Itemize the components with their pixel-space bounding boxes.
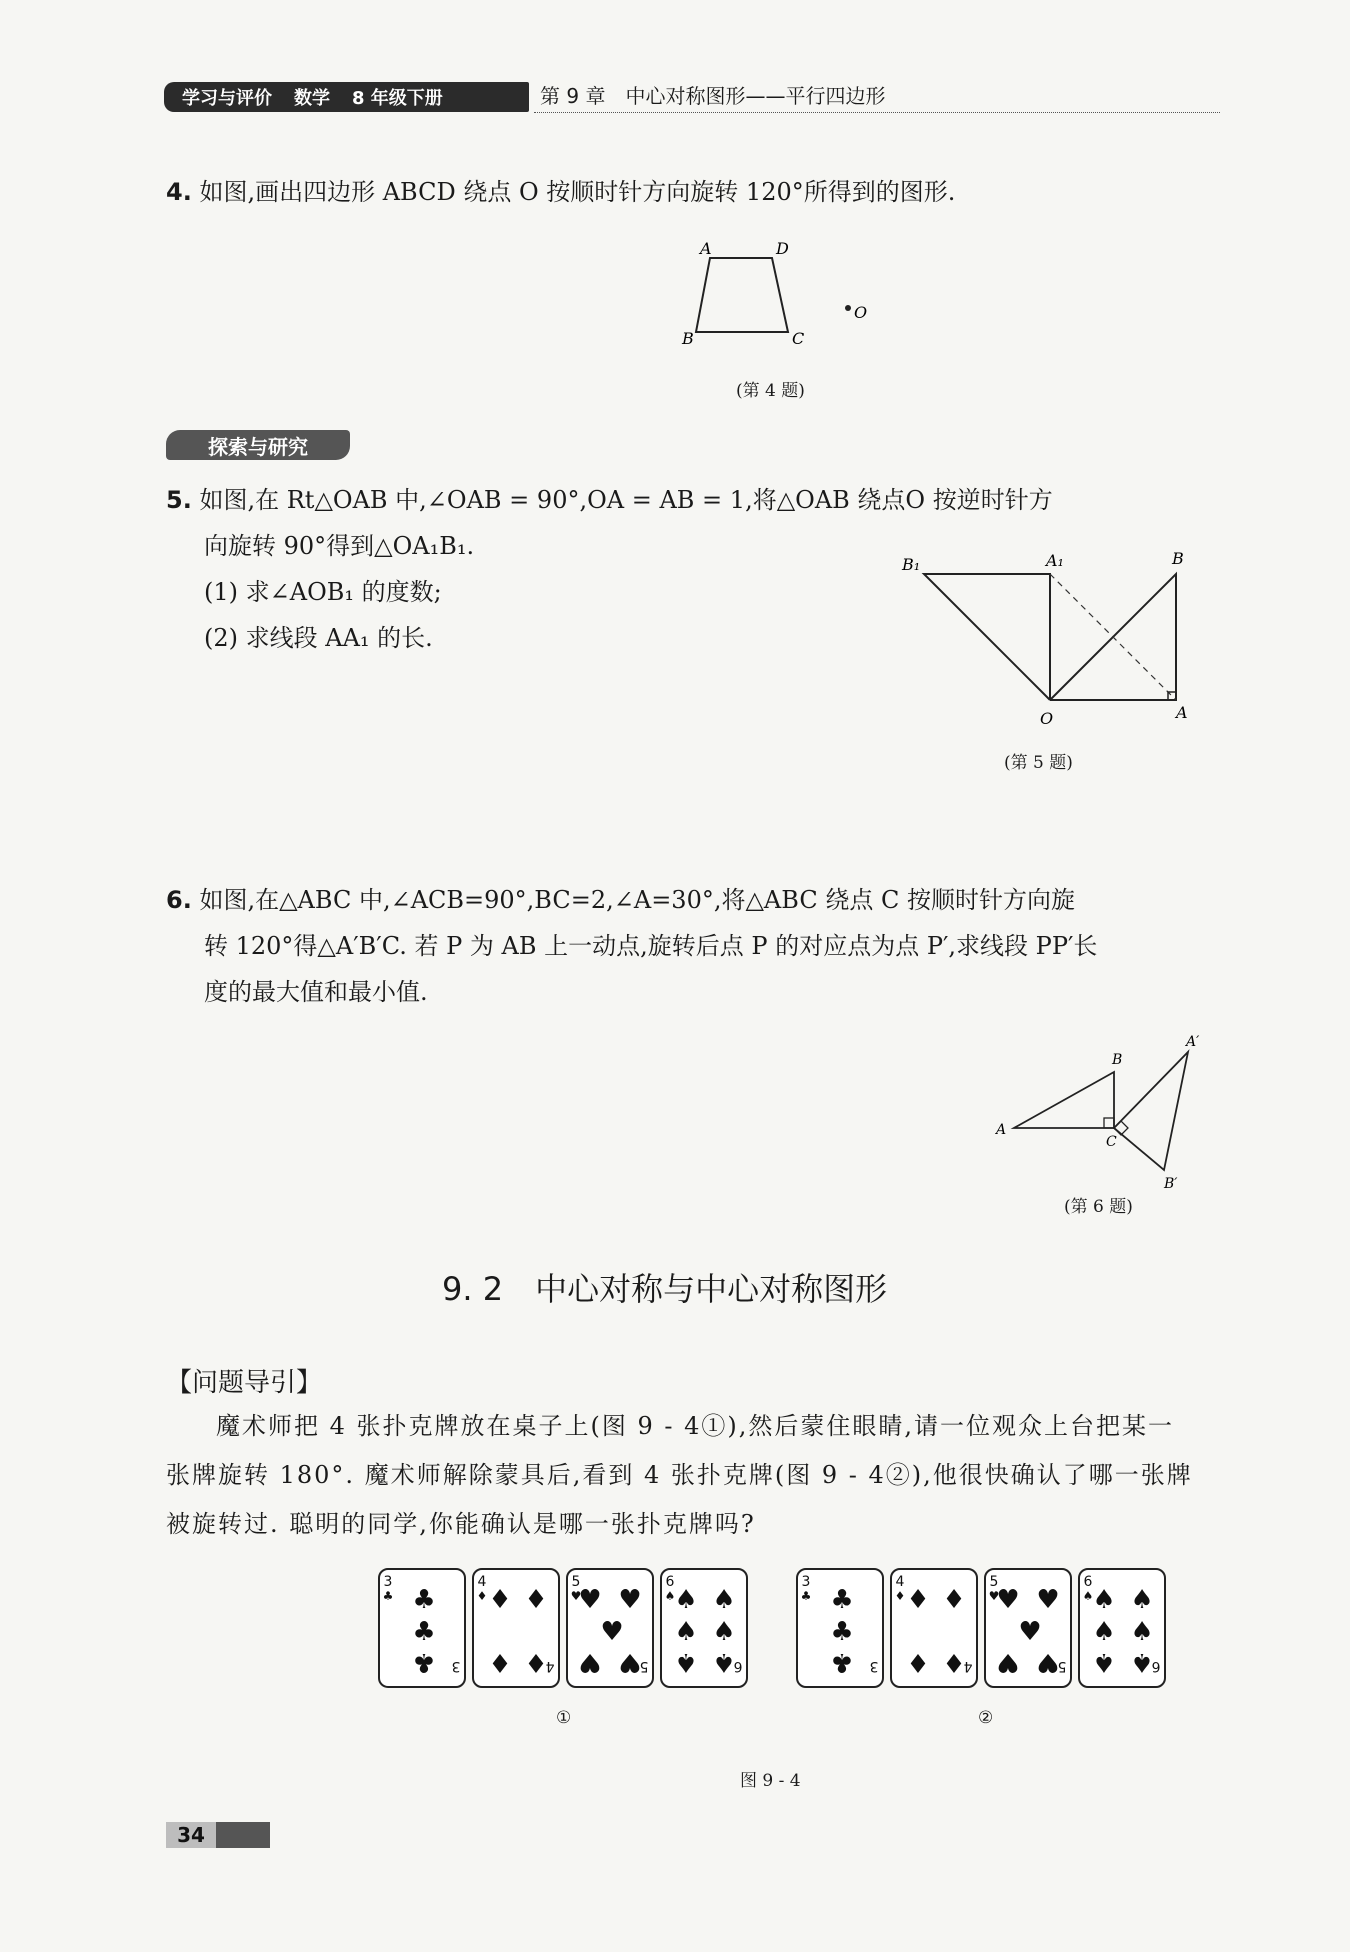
guide-line2: 张牌旋转 180°. 魔术师解除蒙具后,看到 4 张扑克牌(图 9 - 4②),他很快确认了哪一张牌 xyxy=(166,1461,1193,1489)
card-rank-top: 5 xyxy=(989,1574,999,1590)
spade-pip-icon: ♠ xyxy=(674,1585,698,1615)
card-rank-top: 5 xyxy=(571,1574,581,1590)
explore-badge: 探索与研究 xyxy=(166,430,350,460)
card-suit-corner-icon: ♦ xyxy=(476,1589,488,1603)
diamond-pip-icon: ♦ xyxy=(906,1585,930,1615)
card-rank-top: 3 xyxy=(801,1574,811,1590)
card-rank-bottom: 4 xyxy=(545,1658,555,1675)
label-c: C xyxy=(792,329,805,348)
triangle-a-prime-b-prime-c xyxy=(1114,1052,1188,1170)
club-pip-icon: ♣ xyxy=(830,1646,854,1677)
diamond-pip-icon: ♦ xyxy=(906,1646,930,1677)
header-subject: 数学 xyxy=(294,88,330,109)
card-face xyxy=(892,1570,976,1686)
section-title: 9. 2 中心对称与中心对称图形 xyxy=(442,1270,888,1308)
page-number-bar xyxy=(166,1822,270,1848)
heart-pip-icon: ♥ xyxy=(996,1585,1020,1615)
spade-pip-icon: ♠ xyxy=(1092,1646,1116,1677)
card-rank-top: 3 xyxy=(383,1574,393,1590)
card-suit-corner-icon: ♦ xyxy=(894,1589,906,1603)
label-a1: A₁ xyxy=(1046,551,1064,570)
question-6-caption: (第 6 题) xyxy=(1064,1197,1133,1217)
page-number: 34 xyxy=(166,1822,216,1848)
spade-pip-icon: ♠ xyxy=(674,1617,698,1647)
card-rank-top: 4 xyxy=(895,1574,905,1590)
question-5 xyxy=(166,476,1053,524)
question-6-figure xyxy=(990,1030,1210,1200)
header-chapter: 第 9 章 中心对称图形——平行四边形 xyxy=(540,84,886,108)
question-4-figure xyxy=(670,232,890,352)
guide-line1: 魔术师把 4 张扑克牌放在桌子上(图 9 - 4①),然后蒙住眼睛,请一位观众上台把某一 xyxy=(216,1412,1175,1440)
guide-line3: 被旋转过. 聪明的同学,你能确认是哪一张扑克牌吗? xyxy=(166,1510,756,1538)
diamond-pip-icon: ♦ xyxy=(942,1646,966,1677)
header-grade: 8 年级下册 xyxy=(352,88,443,109)
playing-card-4-diamonds xyxy=(472,1568,560,1688)
question-5-line2: 向旋转 90°得到△OA₁B₁. xyxy=(204,532,475,560)
question-5-caption: (第 5 题) xyxy=(1004,753,1073,773)
heart-pip-icon: ♥ xyxy=(996,1646,1020,1677)
diamond-pip-icon: ♦ xyxy=(488,1585,512,1615)
card-suit-corner-icon: ♠ xyxy=(664,1589,676,1603)
heart-pip-icon: ♥ xyxy=(1018,1617,1042,1647)
question-6-line3: 度的最大值和最小值. xyxy=(204,978,428,1006)
spade-pip-icon: ♠ xyxy=(674,1646,698,1677)
label-c: C xyxy=(1106,1134,1117,1150)
group-2-label: ② xyxy=(978,1708,994,1728)
group-1-label: ① xyxy=(556,1708,572,1728)
label-o: O xyxy=(1040,709,1054,728)
card-suit-corner-icon: ♥ xyxy=(988,1589,1000,1603)
triangle-abc xyxy=(1014,1072,1114,1128)
question-5-number: 5. xyxy=(166,486,192,514)
point-o xyxy=(845,305,851,311)
card-rank-bottom: 6 xyxy=(733,1658,743,1675)
card-rank-bottom: 6 xyxy=(1151,1658,1161,1675)
playing-card-3-clubs xyxy=(796,1568,884,1688)
heart-pip-icon: ♥ xyxy=(1036,1646,1060,1677)
header-badge xyxy=(164,82,529,112)
club-pip-icon: ♣ xyxy=(412,1646,436,1677)
club-pip-icon: ♣ xyxy=(830,1585,854,1615)
label-b: B xyxy=(1172,549,1184,568)
question-6-number: 6. xyxy=(166,886,192,914)
heart-pip-icon: ♥ xyxy=(618,1585,642,1615)
header-book-title: 学习与评价 xyxy=(182,88,272,109)
heart-pip-icon: ♥ xyxy=(1036,1585,1060,1615)
question-4 xyxy=(166,168,955,216)
question-6-line2: 转 120°得△A′B′C. 若 P 为 AB 上一动点,旋转后点 P 的对应点为点 P′,求线段 PP′长 xyxy=(204,932,1098,960)
card-rank-top: 4 xyxy=(477,1574,487,1590)
figure-caption: 图 9 - 4 xyxy=(740,1771,801,1791)
question-6-line1: 如图,在△ABC 中,∠ACB=90°,BC=2,∠A=30°,将△ABC 绕点 C 按顺时针方向旋 xyxy=(199,886,1075,914)
card-face xyxy=(1080,1570,1164,1686)
question-5-line1: 如图,在 Rt△OAB 中,∠OAB = 90°,OA = AB = 1,将△OAB 绕点O 按逆时针方 xyxy=(199,486,1053,514)
label-d: D xyxy=(776,239,789,258)
spade-pip-icon: ♠ xyxy=(712,1585,736,1615)
club-pip-icon: ♣ xyxy=(830,1617,854,1647)
spade-pip-icon: ♠ xyxy=(1092,1617,1116,1647)
question-4-number: 4. xyxy=(166,178,192,206)
spade-pip-icon: ♠ xyxy=(712,1646,736,1677)
label-a: A xyxy=(700,239,712,258)
card-suit-corner-icon: ♠ xyxy=(1082,1589,1094,1603)
club-pip-icon: ♣ xyxy=(412,1585,436,1615)
card-rank-bottom: 3 xyxy=(869,1658,879,1675)
label-o: O xyxy=(854,303,868,322)
card-suit-corner-icon: ♥ xyxy=(570,1589,582,1603)
diamond-pip-icon: ♦ xyxy=(524,1585,548,1615)
question-5-figure xyxy=(890,546,1210,732)
label-b1: B₁ xyxy=(902,555,921,574)
label-b: B xyxy=(1112,1052,1123,1068)
label-a: A xyxy=(1176,703,1188,722)
question-5-sub2: (2) 求线段 AA₁ 的长. xyxy=(204,624,433,652)
card-face xyxy=(380,1570,464,1686)
card-group-2 xyxy=(796,1568,1176,1692)
playing-card-6-spades xyxy=(660,1568,748,1688)
label-b-prime: B′ xyxy=(1164,1176,1178,1192)
diamond-pip-icon: ♦ xyxy=(488,1646,512,1677)
quadrilateral-abcd xyxy=(696,258,788,332)
label-a-prime: A′ xyxy=(1186,1034,1200,1050)
card-suit-corner-icon: ♣ xyxy=(382,1589,394,1603)
question-6 xyxy=(166,876,1075,924)
heart-pip-icon: ♥ xyxy=(578,1646,602,1677)
question-4-text: 如图,画出四边形 ABCD 绕点 O 按顺时针方向旋转 120°所得到的图形. xyxy=(199,178,956,206)
card-suit-corner-icon: ♣ xyxy=(800,1589,812,1603)
playing-card-5-hearts xyxy=(984,1568,1072,1688)
triangle-oa1b1 xyxy=(924,574,1050,700)
playing-card-6-spades xyxy=(1078,1568,1166,1688)
spade-pip-icon: ♠ xyxy=(1130,1646,1154,1677)
card-face xyxy=(798,1570,882,1686)
playing-card-5-hearts xyxy=(566,1568,654,1688)
playing-card-4-diamonds xyxy=(890,1568,978,1688)
heart-pip-icon: ♥ xyxy=(578,1585,602,1615)
right-angle-mark-c xyxy=(1104,1118,1114,1128)
card-group-1 xyxy=(378,1568,758,1692)
guide-heading: 【问题导引】 xyxy=(166,1368,323,1398)
label-b: B xyxy=(682,329,694,348)
diamond-pip-icon: ♦ xyxy=(942,1585,966,1615)
spade-pip-icon: ♠ xyxy=(1130,1617,1154,1647)
card-face xyxy=(568,1570,652,1686)
card-rank-bottom: 5 xyxy=(1057,1658,1067,1675)
card-face xyxy=(986,1570,1070,1686)
card-rank-bottom: 4 xyxy=(963,1658,973,1675)
card-rank-bottom: 3 xyxy=(451,1658,461,1675)
spade-pip-icon: ♠ xyxy=(1092,1585,1116,1615)
header-divider xyxy=(534,112,1220,113)
diamond-pip-icon: ♦ xyxy=(524,1646,548,1677)
spade-pip-icon: ♠ xyxy=(1130,1585,1154,1615)
card-face xyxy=(662,1570,746,1686)
playing-card-3-clubs xyxy=(378,1568,466,1688)
card-rank-bottom: 5 xyxy=(639,1658,649,1675)
question-5-sub1: (1) 求∠AOB₁ 的度数; xyxy=(204,578,442,606)
question-4-caption: (第 4 题) xyxy=(736,381,805,401)
spade-pip-icon: ♠ xyxy=(712,1617,736,1647)
label-a: A xyxy=(996,1122,1007,1138)
card-rank-top: 6 xyxy=(665,1574,675,1590)
club-pip-icon: ♣ xyxy=(412,1617,436,1647)
heart-pip-icon: ♥ xyxy=(600,1617,624,1647)
heart-pip-icon: ♥ xyxy=(618,1646,642,1677)
card-rank-top: 6 xyxy=(1083,1574,1093,1590)
card-face xyxy=(474,1570,558,1686)
